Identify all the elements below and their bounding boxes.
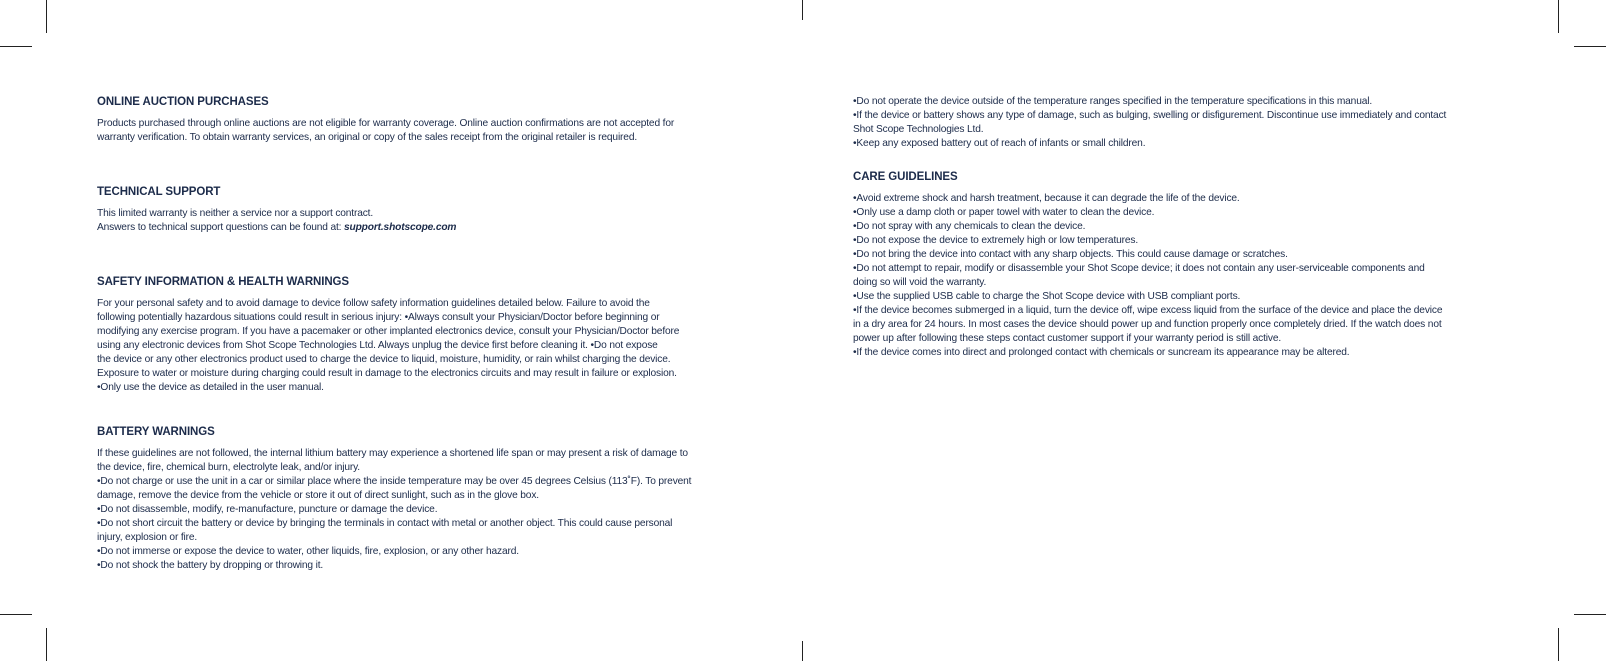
technical-support-heading: TECHNICAL SUPPORT — [97, 186, 221, 198]
care-guidelines-heading: CARE GUIDELINES — [853, 171, 958, 183]
support-line-prefix: Answers to technical support questions can be found at: — [97, 222, 345, 233]
safety-information-heading: SAFETY INFORMATION & HEALTH WARNINGS — [97, 276, 349, 288]
list-item: If these guidelines are not followed, the internal lithium battery may experience a shortened life span or may present a risk of damage to — [97, 448, 688, 459]
text-line: Products purchased through online auctions are not eligible for warranty coverage. Online auction confirmations are not accepted for — [97, 118, 675, 129]
list-item: •Do not disassemble, modify, re-manufacture, puncture or damage the device. — [97, 504, 438, 515]
list-item: damage, remove the device from the vehicle or store it out of direct sunlight, such as in the glove box. — [97, 490, 539, 501]
right-page — [853, 95, 1513, 360]
list-item: injury, explosion or fire. — [97, 532, 198, 543]
list-item: •Do not charge or use the unit in a car or similar place where the inside temperature may be over 45 degrees Celsius (113˚F). To prevent — [97, 476, 692, 487]
care-guidelines-list — [853, 192, 1513, 360]
safety-information-text — [97, 297, 749, 395]
list-item: in a dry area for 24 hours. In most cases the device should power up and function properly once completely dried. If the watch does not — [853, 319, 1442, 330]
crop-mark — [1574, 614, 1606, 615]
online-auction-section — [97, 95, 749, 145]
list-item: •Do not short circuit the battery or device by bringing the terminals in contact with metal or another object. This could cause personal — [97, 518, 673, 529]
list-item: •Do not immerse or expose the device to water, other liquids, fire, explosion, or any other hazard. — [97, 546, 519, 557]
support-website-link[interactable]: support.shotscope.com — [344, 222, 457, 233]
left-page — [97, 95, 749, 573]
battery-warnings-continued-list — [853, 95, 1513, 151]
list-item: •Keep any exposed battery out of reach of infants or small children. — [853, 138, 1146, 149]
list-item: doing so will void the warranty. — [853, 277, 987, 288]
list-item: •If the device comes into direct and prolonged contact with chemicals or suncream its appearance may be altered. — [853, 347, 1350, 358]
online-auction-heading: ONLINE AUCTION PURCHASES — [97, 96, 269, 108]
text-line: using any electronic devices from Shot Scope Technologies Ltd. Always unplug the device first before cleaning it. •Do not expose — [97, 340, 658, 351]
crop-mark — [46, 628, 47, 661]
list-item: •Only use a damp cloth or paper towel with water to clean the device. — [853, 207, 1155, 218]
technical-support-text — [97, 207, 749, 235]
crop-mark — [1574, 46, 1606, 47]
safety-information-section — [97, 275, 749, 395]
crop-mark — [802, 641, 803, 661]
list-item: Shot Scope Technologies Ltd. — [853, 124, 984, 135]
list-item: •Do not shock the battery by dropping or throwing it. — [97, 560, 324, 571]
crop-mark — [1558, 0, 1559, 33]
text-line: following potentially hazardous situations could result in serious injury: •Always consult your Physician/Doctor before beginning or — [97, 312, 660, 323]
crop-mark — [802, 0, 803, 20]
list-item: •Do not bring the device into contact with any sharp objects. This could cause damage or scratches. — [853, 249, 1288, 260]
list-item: •Use the supplied USB cable to charge the Shot Scope device with USB compliant ports. — [853, 291, 1241, 302]
list-item: •If the device becomes submerged in a liquid, turn the device off, wipe excess liquid from the surface of the device and place the device — [853, 305, 1443, 316]
battery-warnings-section — [97, 425, 749, 573]
text-line: This limited warranty is neither a service nor a support contract. — [97, 208, 374, 219]
technical-support-section — [97, 185, 749, 235]
list-item: the device, fire, chemical burn, electrolyte leak, and/or injury. — [97, 462, 360, 473]
list-item: •If the device or battery shows any type of damage, such as bulging, swelling or disfigurement. Discontinue use immediately and contact — [853, 110, 1447, 121]
text-line: warranty verification. To obtain warranty services, an original or copy of the sales receipt from the original retailer is required. — [97, 132, 638, 143]
crop-mark — [0, 614, 32, 615]
crop-mark — [0, 46, 32, 47]
battery-warnings-list — [97, 447, 749, 573]
crop-mark — [1558, 628, 1559, 661]
text-line: For your personal safety and to avoid damage to device follow safety information guidelines detailed below. Failure to avoid the — [97, 298, 650, 309]
text-line: Exposure to water or moisture during charging could result in damage to the electronics circuits and may result in failure or explosion. — [97, 368, 677, 379]
text-line: the device or any other electronics product used to charge the device to liquid, moisture, humidity, or rain whilst charging the device. — [97, 354, 671, 365]
crop-mark — [46, 0, 47, 33]
list-item: •Avoid extreme shock and harsh treatment, because it can degrade the life of the device. — [853, 193, 1240, 204]
list-item: •Do not operate the device outside of the temperature ranges specified in the temperature specifications in this manual. — [853, 96, 1373, 107]
list-item: power up after following these steps contact customer support if your warranty period is still active. — [853, 333, 1282, 344]
care-guidelines-section — [853, 170, 1513, 360]
text-line — [97, 221, 749, 235]
text-line: modifying any exercise program. If you have a pacemaker or other implanted electronics device, consult your Physician/Doctor before — [97, 326, 680, 337]
text-line: •Only use the device as detailed in the user manual. — [97, 382, 324, 393]
battery-warnings-continued — [853, 95, 1513, 151]
list-item: •Do not expose the device to extremely high or low temperatures. — [853, 235, 1139, 246]
list-item: •Do not attempt to repair, modify or disassemble your Shot Scope device; it does not contain any user-serviceable components and — [853, 263, 1425, 274]
list-item: •Do not spray with any chemicals to clean the device. — [853, 221, 1086, 232]
battery-warnings-heading: BATTERY WARNINGS — [97, 426, 215, 438]
online-auction-text — [97, 117, 749, 145]
